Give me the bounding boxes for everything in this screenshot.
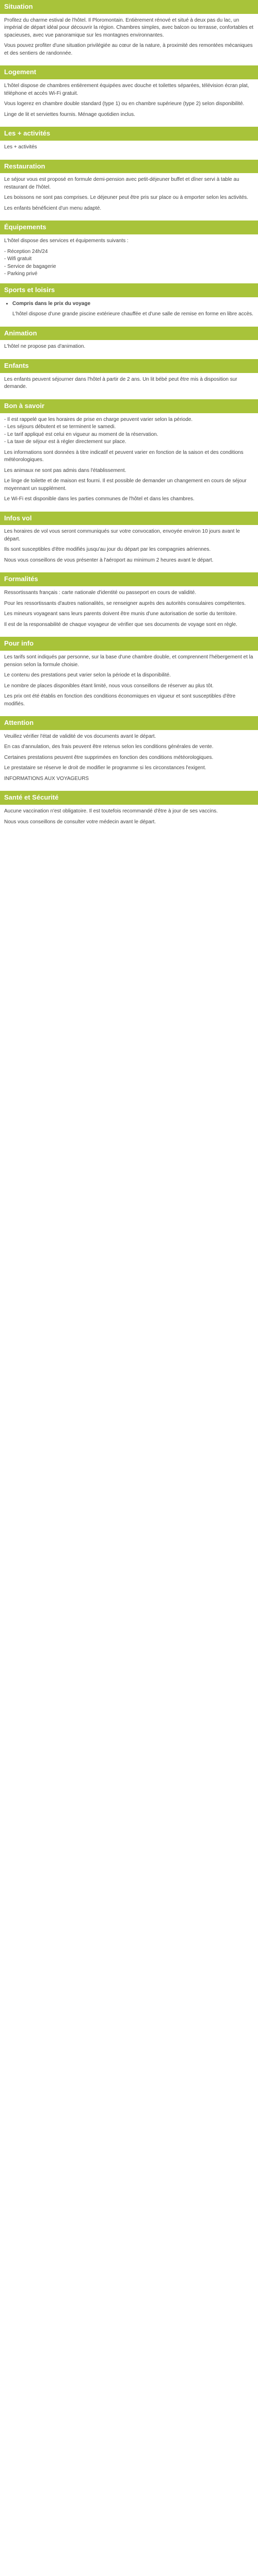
sports-item-title: • Compris dans le prix du voyage xyxy=(12,300,254,308)
section-title-activites: Les + activités xyxy=(0,127,258,141)
section-situation xyxy=(0,0,258,65)
activites-text: Les + activités xyxy=(4,144,37,150)
section-title-logement: Logement xyxy=(0,65,258,79)
section-title-sports: Sports et loisirs xyxy=(0,283,258,297)
page xyxy=(0,0,258,834)
list-item: - Parking privé xyxy=(4,271,38,277)
section-equipements xyxy=(0,221,258,283)
list-item: - Réception 24h/24 xyxy=(4,248,48,255)
section-title-situation: Situation xyxy=(0,0,258,14)
section-title-attention: Attention xyxy=(0,716,258,730)
sports-item-description: L'hôtel dispose d'une grande piscine extérieure chauffée et d'une salle de remise en forme en libre accès. xyxy=(12,311,253,317)
infos-vol-paragraph-3: Nous vous conseillons de vous présenter à l'aéroport au minimum 2 heures avant le départ. xyxy=(4,557,214,563)
bon-a-savoir-paragraph-2: Les animaux ne sont pas admis dans l'établissement. xyxy=(4,467,126,473)
section-activites xyxy=(0,127,258,159)
pour-info-paragraph-4: Les prix ont été établis en fonction des conditions économiques en vigueur et sont susceptibles d'être modifiés. xyxy=(4,693,236,707)
pour-info-paragraph-3: Le nombre de places disponibles étant limité, nous vous conseillons de réserver au plus tôt. xyxy=(4,683,214,689)
section-infos-vol xyxy=(0,512,258,573)
restauration-paragraph-1: Le séjour vous est proposé en formule demi-pension avec petit-déjeuner buffet et dîner servi à table au restaurant de l'hôtel. xyxy=(4,177,239,190)
section-title-equipements: Équipements xyxy=(0,221,258,234)
enfants-text: Les enfants peuvent séjourner dans l'hôtel à partir de 2 ans. Un lit bébé peut être mis à disposition sur demande. xyxy=(4,376,237,390)
formalites-paragraph-4: Il est de la responsabilité de chaque voyageur de vérifier que ses documents de voyage sont en règle. xyxy=(4,621,237,628)
restauration-paragraph-3: Les enfants bénéficient d'un menu adapté. xyxy=(4,205,102,211)
animation-text: L'hôtel ne propose pas d'animation. xyxy=(4,344,86,350)
sante-paragraph-1: Aucune vaccination n'est obligatoire. Il est toutefois recommandé d'être à jour de ses vaccins. xyxy=(4,808,218,815)
logement-paragraph-1: L'hôtel dispose de chambres entièrement équipées avec douche et toilettes séparées, télévision écran plat, téléphone et accès Wi-Fi gratuit. xyxy=(4,83,249,96)
section-enfants xyxy=(0,359,258,399)
attention-heading: INFORMATIONS AUX VOYAGEURS xyxy=(4,775,89,782)
list-item: - Les séjours débutent et se terminent le samedi. xyxy=(4,424,116,430)
list-item: - La taxe de séjour est à régler directement sur place. xyxy=(4,439,126,445)
list-item: - Service de bagagerie xyxy=(4,263,56,269)
pour-info-paragraph-1: Les tarifs sont indiqués par personne, sur la base d'une chambre double, et comprennent l'hébergement et la pension selon la formule choisie. xyxy=(4,654,253,668)
section-title-infos-vol: Infos vol xyxy=(0,512,258,526)
sante-paragraph-2: Nous vous conseillons de consulter votre médecin avant le départ. xyxy=(4,819,156,825)
section-attention xyxy=(0,716,258,791)
pour-info-paragraph-2: Le contenu des prestations peut varier selon la période et la disponibilité. xyxy=(4,672,171,679)
section-restauration xyxy=(0,160,258,221)
infos-vol-paragraph-1: Les horaires de vol vous seront communiqués sur votre convocation, envoyée environ 10 jours avant le départ. xyxy=(4,529,240,542)
restauration-paragraph-2: Les boissons ne sont pas comprises. Le déjeuner peut être pris sur place ou à emporter selon les activités. xyxy=(4,195,249,201)
bon-a-savoir-paragraph-4: Le Wi-Fi est disponible dans les parties communes de l'hôtel et dans les chambres. xyxy=(4,496,195,502)
logement-paragraph-2: Vous logerez en chambre double standard (type 1) ou en chambre supérieure (type 2) selon disponibilité. xyxy=(4,101,245,107)
list-item: - Wifi gratuit xyxy=(4,256,32,262)
section-pour-info xyxy=(0,637,258,716)
section-title-formalites: Formalités xyxy=(0,572,258,586)
section-title-sante-securite: Santé et Sécurité xyxy=(0,791,258,805)
section-title-animation: Animation xyxy=(0,327,258,341)
section-title-pour-info: Pour info xyxy=(0,637,258,651)
list-item: - Il est rappelé que les horaires de prise en charge peuvent varier selon la période. xyxy=(4,416,193,422)
section-sports xyxy=(0,283,258,327)
section-formalites xyxy=(0,572,258,637)
list-item: - Le tarif appliqué est celui en vigueur au moment de la réservation. xyxy=(4,431,158,437)
bon-a-savoir-list xyxy=(4,416,254,446)
section-logement xyxy=(0,65,258,127)
bon-a-savoir-paragraph-1: Les informations sont données à titre indicatif et peuvent varier en fonction de la saison et des conditions météorologiques. xyxy=(4,449,244,463)
section-title-enfants: Enfants xyxy=(0,359,258,373)
bon-a-savoir-paragraph-3: Le linge de toilette et de maison est fourni. Il est possible de demander un changement en cours de séjour moyennant un supplément. xyxy=(4,478,247,492)
section-title-restauration: Restauration xyxy=(0,160,258,174)
situation-paragraph-2: Vous pouvez profiter d'une situation privilégiée au cœur de la nature, à proximité des remontées mécaniques et des sentiers de randonnée. xyxy=(4,43,253,56)
attention-paragraph-2: En cas d'annulation, des frais peuvent être retenus selon les conditions générales de vente. xyxy=(4,744,214,750)
attention-paragraph-1: Veuillez vérifier l'état de validité de vos documents avant le départ. xyxy=(4,733,156,739)
section-animation xyxy=(0,327,258,359)
formalites-paragraph-1: Ressortissants français : carte nationale d'identité ou passeport en cours de validité. xyxy=(4,590,197,596)
attention-paragraph-3: Certaines prestations peuvent être supprimées en fonction des conditions météorologiques. xyxy=(4,754,214,760)
section-sante-securite xyxy=(0,791,258,834)
formalites-paragraph-2: Pour les ressortissants d'autres nationalités, se renseigner auprès des autorités consulaires compétentes. xyxy=(4,600,246,606)
section-title-bon-a-savoir: Bon à savoir xyxy=(0,399,258,413)
logement-paragraph-3: Linge de lit et serviettes fournis. Ménage quotidien inclus. xyxy=(4,111,136,117)
equipements-list xyxy=(4,248,254,278)
equipements-intro: L'hôtel dispose des services et équipements suivants : xyxy=(4,238,128,244)
infos-vol-paragraph-2: Ils sont susceptibles d'être modifiés jusqu'au jour du départ par les compagnies aériennes. xyxy=(4,547,211,553)
situation-paragraph-1: Profitez du charme estival de l'hôtel. Il Ploromontain. Entièrement rénové et situé à deux pas du lac, un impérial de départ idéal pour découvrir la région. Chambres simples, avec balcon ou terrasse, confortables et spacieuses, avec vue panoramique sur les montagnes environnantes. xyxy=(4,17,254,38)
attention-paragraph-4: Le prestataire se réserve le droit de modifier le programme si les circonstances l'exigent. xyxy=(4,765,206,771)
formalites-paragraph-3: Les mineurs voyageant sans leurs parents doivent être munis d'une autorisation de sortie du territoire. xyxy=(4,611,237,617)
section-bon-a-savoir xyxy=(0,399,258,512)
